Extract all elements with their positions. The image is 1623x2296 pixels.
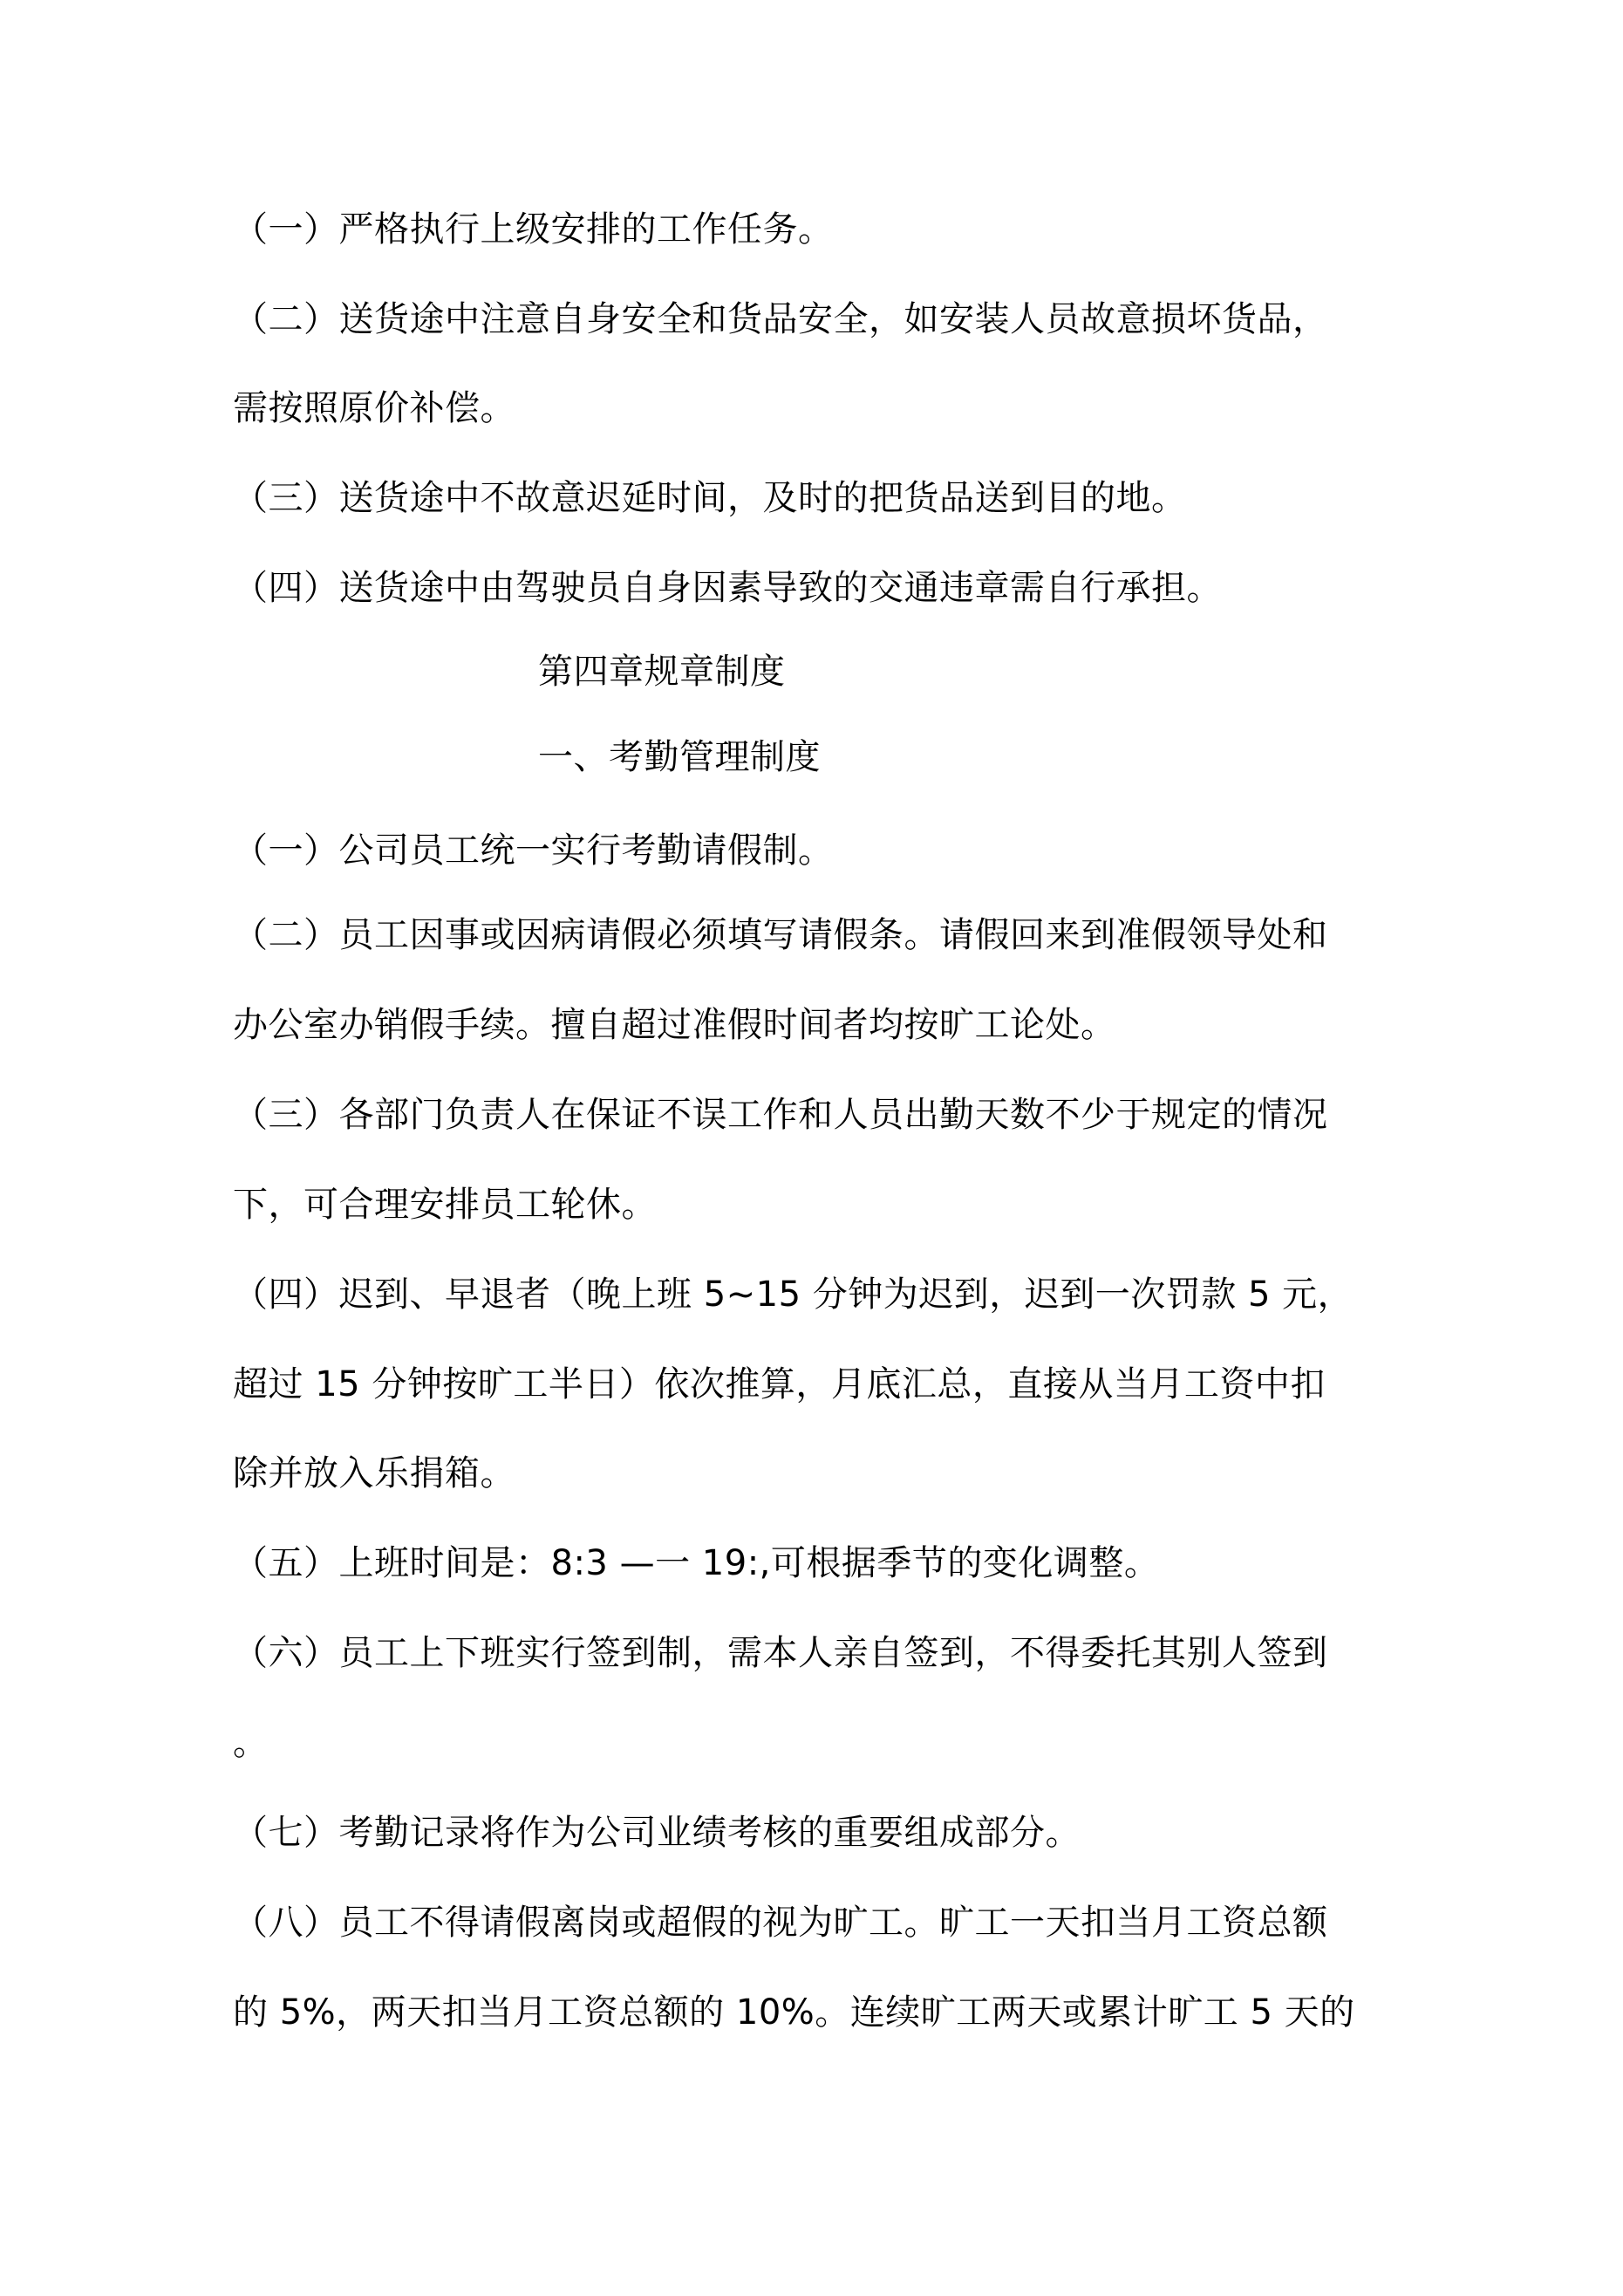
text-line: （一）公司员工统一实行考勤请假制。 [233, 830, 834, 871]
text-line: （四）送货途中由驾驶员自身因素导致的交通违章需自行承担。 [233, 568, 1222, 608]
text-line: 超过 15 分钟按旷工半日）依次推算，月底汇总，直接从当月工资中扣 [233, 1364, 1326, 1404]
text-line: 下，可合理安排员工轮休。 [233, 1185, 657, 1225]
text-line: （八）员工不得请假离岗或超假的视为旷工。旷工一天扣当月工资总额 [233, 1903, 1328, 1943]
text-line: （三）各部门负责人在保证不误工作和人员出勤天数不少于规定的情况 [233, 1095, 1328, 1135]
chapter-heading: 第四章规章制度 [538, 652, 786, 692]
text-line: （五）上班时间是：8:3 —一 19:,可根据季节的变化调整。 [233, 1543, 1160, 1583]
text-line: （三）送货途中不故意迟延时间，及时的把货品送到目的地。 [233, 478, 1187, 518]
text-line: （二）员工因事或因病请假必须填写请假条。请假回来到准假领导处和 [233, 915, 1328, 955]
text-line: 办公室办销假手续。擅自超过准假时间者均按旷工论处。 [233, 1005, 1116, 1045]
text-line: 。 [233, 1723, 269, 1763]
section-heading: 一、考勤管理制度 [538, 737, 821, 777]
text-line: （二）送货途中注意自身安全和货品安全，如安装人员故意损坏货品， [233, 299, 1328, 339]
text-line: 除并放入乐捐箱。 [233, 1453, 515, 1493]
text-line: （七）考勤记录将作为公司业绩考核的重要组成部分。 [233, 1813, 1081, 1853]
text-line: （六）员工上下班实行签到制，需本人亲自签到，不得委托其别人签到 [233, 1633, 1328, 1673]
text-line: 需按照原价补偿。 [233, 388, 515, 428]
text-line: 的 5%，两天扣当月工资总额的 10%。连续旷工两天或累计旷工 5 天的 [233, 1992, 1355, 2033]
text-line: （一）严格执行上级安排的工作任务。 [233, 209, 834, 249]
text-line: （四）迟到、早退者（晚上班 5~15 分钟为迟到，迟到一次罚款 5 元， [233, 1274, 1354, 1315]
